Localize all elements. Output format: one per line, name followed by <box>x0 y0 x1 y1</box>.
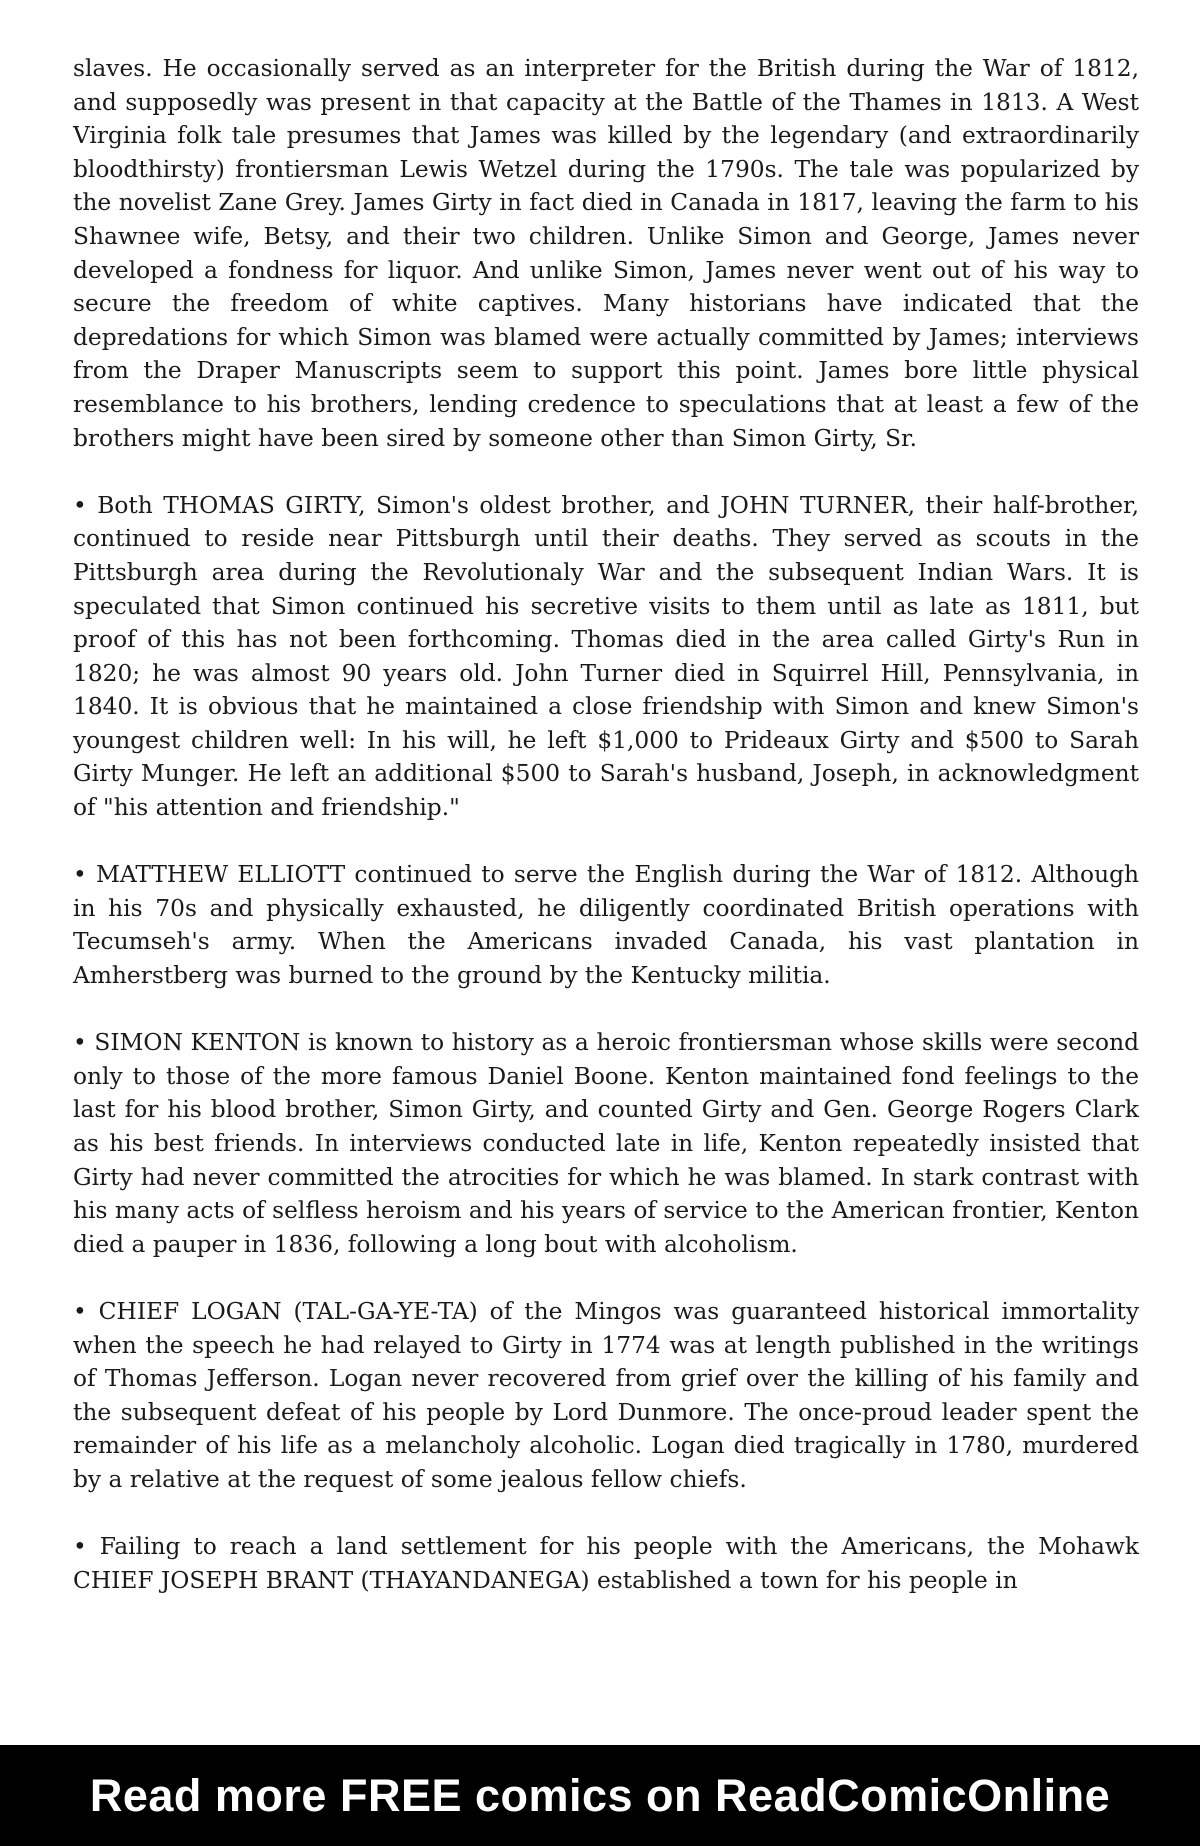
paragraph-thomas-girty: • Both THOMAS GIRTY, Simon's oldest brother, and JOHN TURNER, their half-brother, continued to reside near Pittsburgh until their deaths. They served as scouts in the Pittsburgh area during the Revolutionaly War and the subsequent Indian Wars. It is speculated that Simon continued his secretive visits to them until as late as 1811, but proof of this has not been forthcoming. Thomas died in the area called Girty's Run in 1820; he was almost 90 years old. John Turner died in Squirrel Hill, Pennsylvania, in 1840. It is obvious that he maintained a close friendship with Simon and knew Simon's youngest children well: In his will, he left $1,000 to Prideaux Girty and $500 to Sarah Girty Munger. He left an additional $500 to Sarah's husband, Joseph, in acknowledgment of "his attention and friendship." <box>73 491 1139 822</box>
banner-text: Read more FREE comics on ReadComicOnline <box>89 1769 1111 1821</box>
paragraph-simon-kenton: • SIMON KENTON is known to history as a heroic frontiersman whose skills were second only to those of the more famous Daniel Boone. Kenton maintained fond feelings to the last for his blood brother, Simon Girty, and counted Girty and Gen. George Rogers Clark as his best friends. In interviews conducted late in life, Kenton repeatedly insisted that Girty had never committed the atrocities for which he was blamed. In stark contrast with his many acts of selfless heroism and his years of service to the American frontier, Kenton died a pauper in 1836, following a long bout with alcoholism. <box>73 1029 1139 1258</box>
paragraph-matthew-elliott: • MATTHEW ELLIOTT continued to serve the English during the War of 1812. Although in his 70s and physically exhausted, he diligently coordinated British operations with Tecumseh's army. When the Americans invaded Canada, his vast plantation in Amherstberg was burned to the ground by the Kentucky militia. <box>73 861 1139 990</box>
page-text <box>73 52 1139 1631</box>
paragraph-chief-logan: • CHIEF LOGAN (TAL-GA-YE-TA) of the Mingos was guaranteed historical immortality when the speech he had relayed to Girty in 1774 was at length published in the writings of Thomas Jefferson. Logan never recovered from grief over the killing of his family and the subsequent defeat of his people by Lord Dunmore. The once-proud leader spent the remainder of his life as a melancholy alcoholic. Logan died tragically in 1780, murdered by a relative at the request of some jealous fellow chiefs. <box>73 1297 1139 1493</box>
paragraph-james-girty: slaves. He occasionally served as an interpreter for the British during the War of 1812, and supposedly was present in that capacity at the Battle of the Thames in 1813. A West Virginia folk tale presumes that James was killed by the legendary (and extraordinarily bloodthirsty) frontiersman Lewis Wetzel during the 1790s. The tale was popularized by the novelist Zane Grey. James Girty in fact died in Canada in 1817, leaving the farm to his Shawnee wife, Betsy, and their two children. Unlike Simon and George, James never developed a fondness for liquor. And unlike Simon, James never went out of his way to secure the freedom of white captives. Many historians have indicated that the depredations for which Simon was blamed were actually committed by James; interviews from the Draper Manuscripts seem to support this point. James bore little physical resemblance to his brothers, lending credence to speculations that at least a few of the brothers might have been sired by someone other than Simon Girty, Sr. <box>73 55 1139 452</box>
paragraph-joseph-brant: • Failing to reach a land settlement for his people with the Americans, the Mohawk CHIEF JOSEPH BRANT (THAYANDANEGA) established a town for his people in <box>73 1533 1139 1594</box>
readcomiconline-banner[interactable] <box>0 1745 1200 1846</box>
